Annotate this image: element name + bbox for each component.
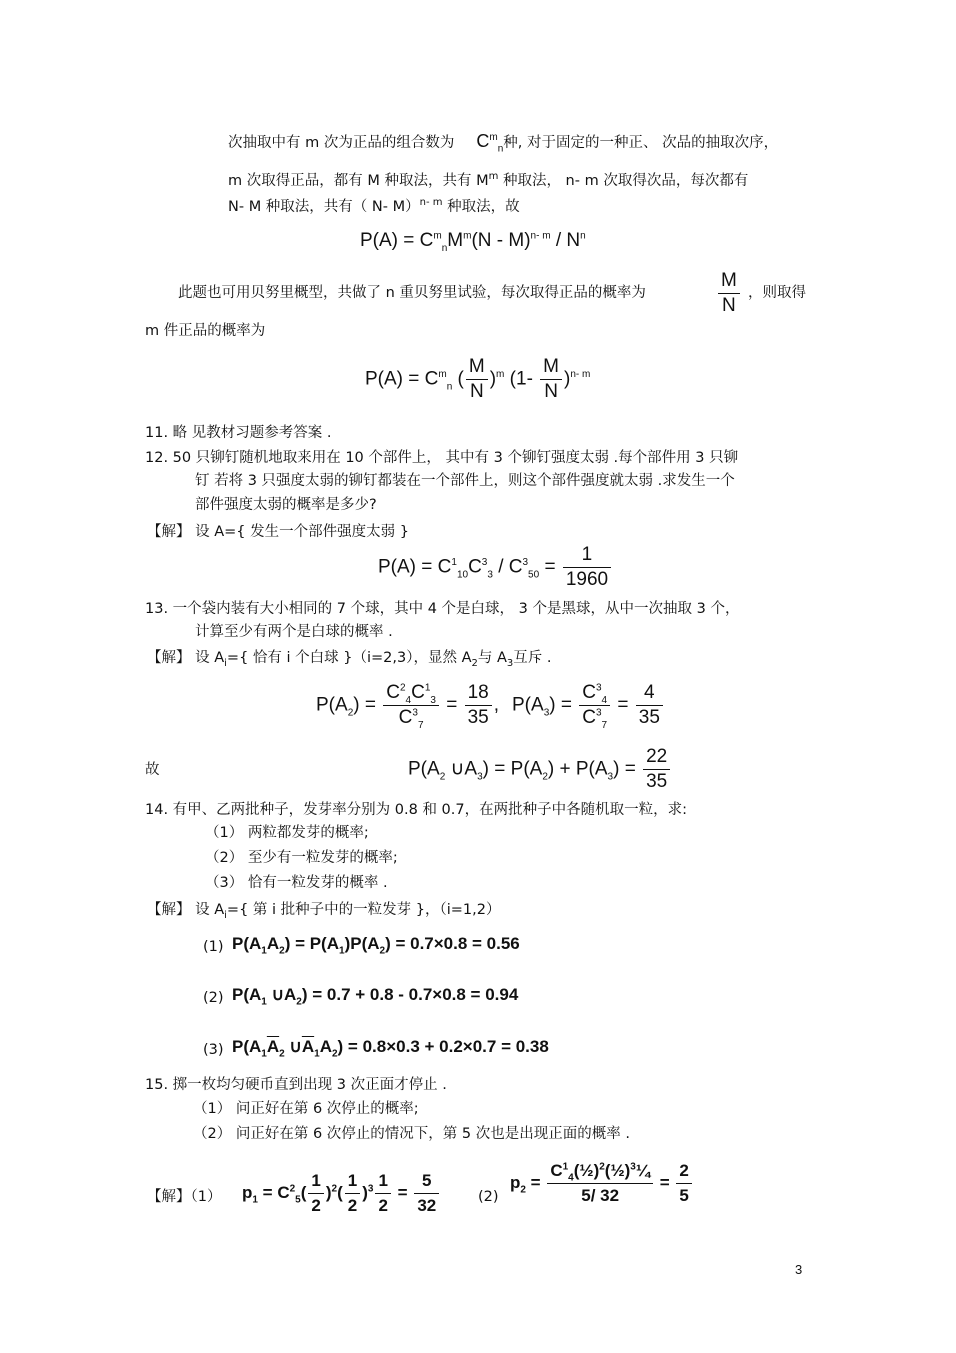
text-span: 计算至少有两个是白球的概率 . [195,624,393,640]
text-span: m 次取得正品，都有 M 种取法，共有 M [228,173,489,189]
question-14-part1 [205,824,369,842]
text-span: 此题也可用贝努里概型，共做了 n 重贝努里试验，每次取得正品的概率为 [178,285,646,301]
text-line: m 次取得正品，都有 M 种取法，共有 $M^m$ 种取法， n- m 次取得次品，每次都有 [228,171,749,189]
page-number: 3 [795,1262,803,1277]
text-span: (3) [203,1042,224,1058]
text-span: 钉 若将 3 只强度太弱的铆钉都装在一个部件上，则这个部件强度就太弱 .求发生一个 [195,473,735,489]
text-span: ={ 恰有 i 个白球 }（i=2,3），显然 A [226,650,472,666]
text-span: ={ 第 i 批种子中的一粒发芽 }，（i=1,2） [226,902,501,918]
question-11 [145,424,332,442]
text-span: 15. 掷一枚均匀硬币直到出现 3 次正面才停止 . [145,1077,447,1093]
answer-12 [147,523,409,541]
text-span: N- M 种取法，共有（ N- M） [228,199,420,215]
question-15-part1 [193,1100,419,1118]
question-12-line2 [195,472,735,490]
text-line: 次抽取中有 m 次为正品的组合数为 $C^m_n$种, 对于固定的一种正、 次品的抽取次序， [228,131,779,155]
label-2 [203,989,224,1007]
formula-12: $P(A) = C^1_{10}C^3_3 / C^3_{50}$ = $\frac{1}{1960}$ [378,544,613,591]
question-14-part2 [205,849,398,867]
answer-15-label-2 [478,1188,499,1206]
text-span: 【解】（1） [147,1189,222,1205]
text-span: 种取法，故 [447,199,520,215]
text-span: 种取法， n- m 次取得次品，每次都有 [502,173,749,189]
text-span: 【解】 设 A [147,650,225,666]
text-span: (2) [203,990,224,1006]
question-15 [145,1076,447,1094]
formula-13-a: $P(A_2)$ = $\frac{C^2_4C^1_3}{C^3_7}$ = $\frac{18}{35}$ , [316,682,500,731]
formula-14-3: $P(A_1\overline{A}_2$ $\cup\overline{A}_1A_2) = 0.8\times 0.3 + 0.2\times 0.7 = 0.38$ [232,1037,549,1060]
text-span: 11. 略 见教材习题参考答案 . [145,425,332,441]
answer-14: 【解】 设 $A_i=${ 第 i 批种子中的一粒发芽 }，（i=1,2） [147,902,501,921]
text-span: （3） 恰有一粒发芽的概率 . [205,875,388,891]
question-14 [145,801,687,819]
formula-m-over-n: $\frac{M}{N}$ [716,270,742,317]
text-span: 【解】 设 A={ 发生一个部件强度太弱 } [147,524,409,540]
question-13-line2 [195,623,393,641]
text-span: m 件正品的概率为 [145,323,266,339]
text-span: 互斥 . [513,650,552,666]
text-span: (2) [478,1189,499,1205]
answer-13: 【解】 设 $A_i=${ 恰有 i 个白球 }（i=2,3），显然 $A_2$与 $A_3$互斥 . [147,650,552,669]
text-span: 12. 50 只铆钉随机地取来用在 10 个部件上， 其中有 3 个铆钉强度太弱 .每个部件用 3 只铆 [145,450,739,466]
text-span: 13. 一个袋内装有大小相同的 7 个球，其中 4 个是白球， 3 个是黑球，从中一次抽取 3 个， [145,601,740,617]
label-1 [203,938,224,956]
text-span: 【解】 设 A [147,902,225,918]
question-13-line1 [145,600,739,618]
text-span: （1） 问正好在第 6 次停止的概率; [193,1101,419,1117]
text-line [145,322,265,340]
text-span: ，则取得 [748,285,806,301]
formula-13-b: $P(A_3)$ = $\frac{C^3_4}{C^3_7}$ = $\frac{4}{35}$ [512,682,665,729]
formula-pa-1: $P(A) = C^m_nM^m(N - M)^{n- m} / N^n$ [360,230,586,254]
formula-15-1: $p_1 = C^2_5$( $\frac{1}{2}$ )$^2$( $\frac{1}{2}$ )$^3$ $\frac{1}{2}$ = $\frac{5}{32}$ [242,1170,441,1217]
text-span: (1) [203,939,224,955]
formula-pa-2: $P(A) = C^m_n$ ( $\frac{M}{N}$ )$^m$ (1- $\frac{M}{N}$ )$^{n- m}$ [365,356,591,402]
text-line: N- M 种取法，共有（ N- M）$^{n- m}$ 种取法，故 [228,197,520,215]
text-span: 故 [145,762,160,778]
question-12-line1 [145,449,738,467]
text-gu [145,761,160,779]
text-span: 与 A [477,650,507,666]
formula-13-c: $P(A_2$ $\cup A_3) = P(A_2) + P(A_3)$ = $\frac{22}{35}$ [408,746,672,793]
formula-15-2: $p_2$ = $\frac{C^1_4(\frac{1}{2})^2(\frac{1}{2})^3\frac{1}{4}}{5/ 32}$ = $\frac{2}{5}$ [510,1160,694,1207]
text-line [178,284,646,302]
text-span: （2） 至少有一粒发芽的概率; [205,850,398,866]
text-span: 部件强度太弱的概率是多少? [195,497,377,513]
text-span: 种, 对于固定的一种正、 次品的抽取次序， [503,135,779,151]
text-span: （2） 问正好在第 6 次停止的情况下，第 5 次也是出现正面的概率 . [193,1126,630,1142]
text-line [748,284,806,302]
answer-15 [147,1188,221,1206]
formula-14-1: $P(A_1A_2) = P(A_1)P(A_2) = 0.7\times 0.8 = 0.56$ [232,934,520,957]
text-span: （1） 两粒都发芽的概率; [205,825,369,841]
text-span: 次抽取中有 m 次为正品的组合数为 [228,135,455,151]
text-span: 14. 有甲、乙两批种子，发芽率分别为 0.8 和 0.7，在两批种子中各随机取一粒，求: [145,802,687,818]
question-15-part2 [193,1125,630,1143]
label-3 [203,1041,224,1059]
question-14-part3 [205,874,388,892]
formula-14-2: $P(A_1$ $\cup A_2) = 0.7 + 0.8 - 0.7\times 0.8 = 0.94$ [232,985,519,1008]
question-12-line3 [195,496,377,514]
